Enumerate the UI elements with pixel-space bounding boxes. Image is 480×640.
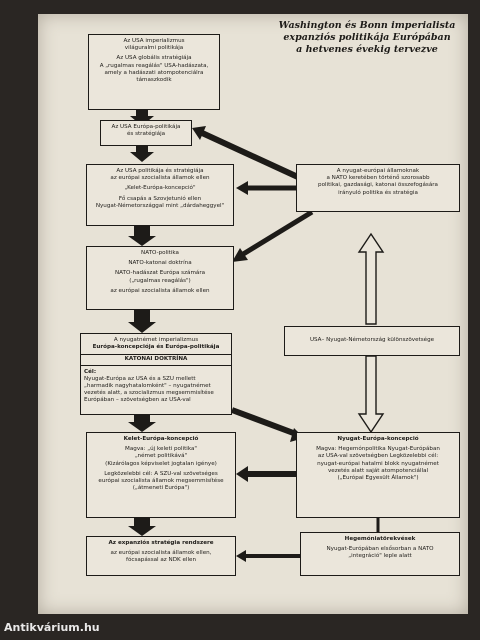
box-expansion-strategy <box>86 536 236 576</box>
text-line: („átmeneti Európa") <box>132 485 190 492</box>
text-line: („rugalmas reagálás") <box>129 277 191 284</box>
text-line: Magva: Hegemónpolitika Nyugat-Európában <box>316 446 440 453</box>
text-line: Hegemóniatörekvések <box>344 536 416 542</box>
text-line: A nyugatnémet imperializmus <box>113 337 199 343</box>
text-line: „integráció" leple alatt <box>348 553 412 560</box>
text-line: Nyugat-Németországgal mint „dárdaheggyel" <box>95 202 225 209</box>
text-line: Fő csapás a Szovjetunió ellen <box>118 195 202 202</box>
box-east-europe-concept <box>86 432 236 518</box>
text-line: NATO-hadászat Európa számára <box>114 270 206 277</box>
text-line: európai szocialista államok megsemmisítése <box>98 478 224 485</box>
text-line: Nyugat-Európában elsősorban a NATO <box>326 546 434 553</box>
text-line: Az USA globális stratégiája <box>116 55 192 62</box>
box-usa-imperialism <box>88 34 220 110</box>
text-line: az európai szocialista államok ellen <box>110 287 210 294</box>
vertical-flow-arrow-6 <box>128 518 156 536</box>
text-line: („Európai Egyesült Államok") <box>337 475 419 482</box>
text-line: USA– Nyugat-Németország különszövetsége <box>309 337 435 343</box>
text-line: Nyugat-Európa az USA és a SZU mellett <box>84 375 196 382</box>
box-west-europe-nato <box>296 164 460 212</box>
text-line: támaszkodik <box>136 77 172 84</box>
text-line: (Kizárólagos képviselet jogtalan igénye) <box>105 460 217 467</box>
goal-label: Cél: <box>84 368 97 375</box>
text-line: fócsapással az NDK ellen <box>126 557 196 564</box>
text-line: A „rugalmas reagálás" USA-hadászata, <box>99 62 209 69</box>
text-line: Az USA Európa-politikája <box>111 124 181 130</box>
text-line: NATO-katonai doktrína <box>128 260 192 267</box>
text-line: és stratégiája <box>126 131 166 138</box>
arrow-westeurope-to-nato <box>240 212 312 256</box>
vertical-flow-arrow-4 <box>128 310 156 333</box>
text-line: világuralmi politikája <box>124 45 184 52</box>
vertical-flow-arrow-2 <box>130 144 154 162</box>
text-line: vezetés alatt saját atompotenciállal <box>327 467 429 474</box>
text-line: az európai szocialista államok ellen, <box>110 550 212 557</box>
box-usa-frg-relationship <box>284 326 460 356</box>
text-line: az európai szocialista államok ellen <box>110 175 210 182</box>
text-line: Magva: „új keleti politika" <box>125 446 197 453</box>
box-west-german-imperialism <box>80 333 232 415</box>
text-line: politikai, gazdasági, katonai összefogására <box>318 182 438 189</box>
arrow-westgerman-to-concept <box>232 410 296 434</box>
vertical-flow-arrow-3 <box>128 226 156 246</box>
text-line: „Kelet-Európa-koncepció" <box>124 185 196 192</box>
text-line: Kelet-Európa-koncepció <box>123 436 199 442</box>
text-line: NATO-politika <box>141 250 179 256</box>
text-line: „harmadik nagyhatalomként" – nyugatnémet <box>84 383 211 390</box>
text-line: A nyugat-európai államoknak <box>336 168 420 174</box>
box-hegemony-efforts <box>300 532 460 576</box>
text-line: Az expanziós stratégia rendszere <box>108 540 214 546</box>
text-line: Az USA politikája és stratégiája <box>116 168 204 174</box>
title-line-1: Washington és Bonn imperialista <box>278 20 456 31</box>
watermark: Antikvárium.hu <box>4 621 100 634</box>
text-line: az USA-val szövetségben Legközelebbi cél: <box>317 453 439 460</box>
text-line: Európában – szövetségben az USA-val <box>84 397 191 404</box>
military-doctrine-header: KATONAI DOKTRÍNA <box>81 354 231 365</box>
title-line-2: expanziós politikája Európában <box>283 32 451 43</box>
box-nato-policy <box>86 246 234 310</box>
text-line: „német politikává" <box>134 453 188 460</box>
text-line: Nyugat-Európa-koncepció <box>337 436 419 442</box>
text-line: vezetés alatt, a szocializmus megsemmisítése <box>84 390 214 397</box>
text-line: Az USA imperializmus <box>123 38 185 44</box>
box-usa-strategy-socialist <box>86 164 234 226</box>
text-line: nyugat-európai hatalmi blokk nyugatnémet <box>317 460 439 467</box>
text-line: Európa-koncepciója és Európa-politikája <box>92 344 220 351</box>
box-usa-europe-policy <box>100 120 192 146</box>
text-line: Legközelebbi cél: A SZU-val szövetséges <box>104 470 218 477</box>
text-line: a NATO keretében történő szorosabb <box>326 175 430 182</box>
text-line: irányuló politika és stratégia <box>338 189 418 196</box>
text-line: amely a hadászati atompotenciálra <box>104 69 204 76</box>
box-west-europe-concept <box>296 432 460 518</box>
title-line-3: a hetvenes évekig tervezve <box>296 44 438 55</box>
vertical-flow-arrow-5 <box>128 414 156 432</box>
